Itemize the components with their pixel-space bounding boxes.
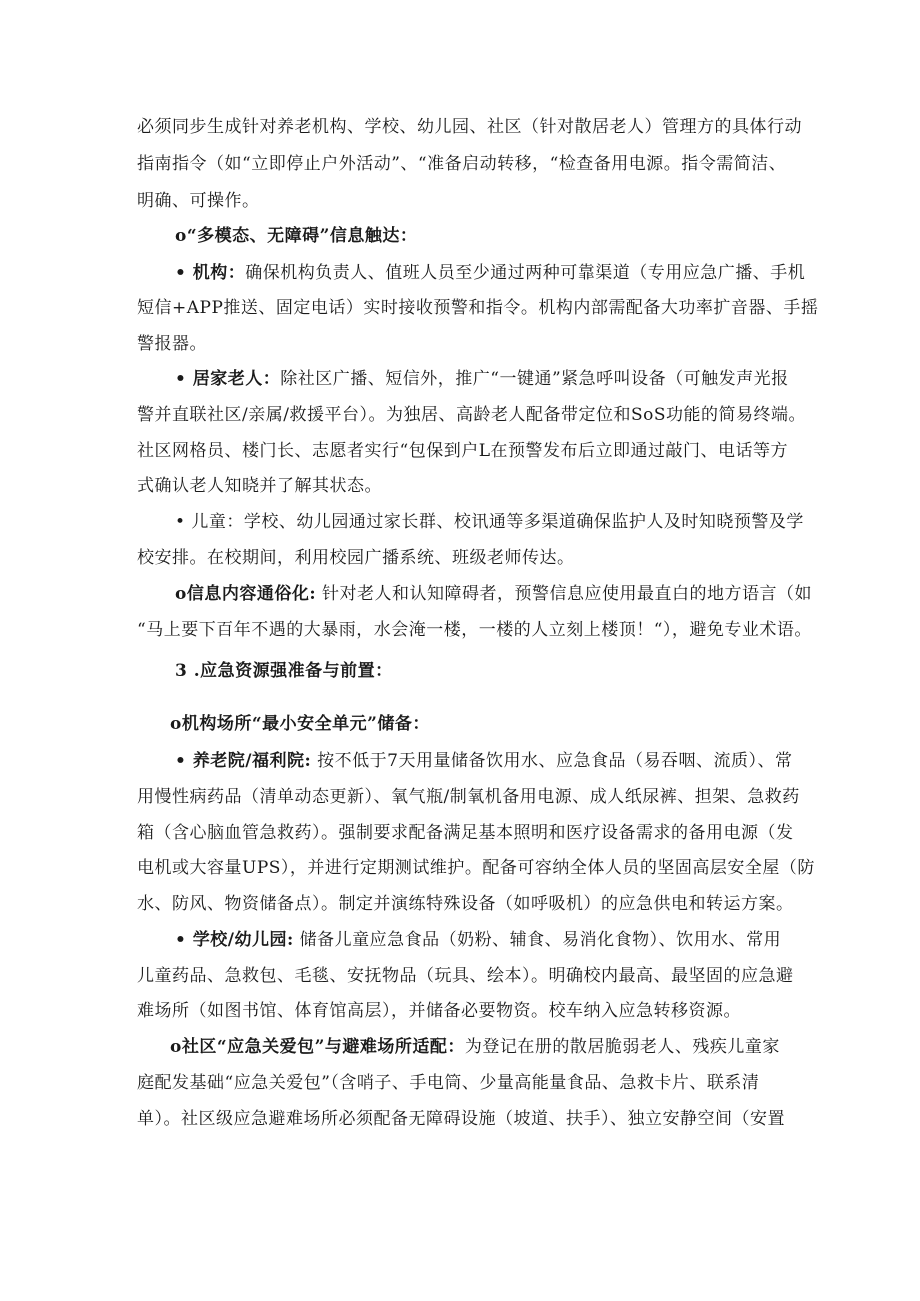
text-line: 警报器。	[137, 334, 207, 354]
text-span: 按不低于7天用量储备饮用水、应急食品（易吞咽、流质）、常	[311, 751, 793, 771]
text-line: 式确认老人知晓并了解其状态。	[137, 476, 382, 496]
section-heading: o“多模态、无障碍”信息触达：	[175, 226, 418, 246]
section-label: o信息内容通俗化:	[175, 584, 317, 604]
section-heading: 3 .应急资源强准备与前置：	[175, 661, 393, 681]
text-line: 指南指令（如“立即停止户外活动”、“准备启动转移，“检查备用电源。指令需简洁、	[137, 154, 787, 174]
section-heading: o机构场所“最小安全单元”储备：	[170, 714, 430, 734]
text-line: “马上要下百年不遇的大暴雨，水会淹一楼，一楼的人立刻上楼顶！“），避免专业术语。	[137, 620, 812, 640]
bullet-label: • 机构：	[175, 263, 246, 283]
text-line: 校安排。在校期间，利用校园广播系统、班级老师传达。	[137, 548, 575, 568]
text-span: 确保机构负责人、值班人员至少通过两种可靠渠道（专用应急广播、手机	[245, 263, 806, 283]
text-span: 为登记在册的散居脆弱老人、残疾儿童家	[464, 1037, 780, 1057]
text-span: 针对老人和认知障碍者，预警信息应使用最直白的地方语言（如	[316, 584, 813, 604]
text-line: 电机或大容量UPS），并进行定期测试维护。配备可容纳全体人员的坚固高层安全屋（防	[137, 858, 815, 878]
text-line: 必须同步生成针对养老机构、学校、幼儿园、社区（针对散居老人）管理方的具体行动	[137, 117, 802, 137]
text-line: 明确、可操作。	[137, 191, 260, 211]
bullet-label: • 居家老人：	[175, 369, 281, 389]
text-line	[175, 368, 835, 390]
text-line: 警并直联社区/亲属/救援平台）。为独居、高龄老人配备带定位和SoS功能的简易终端。	[137, 405, 806, 425]
section-label: o社区“应急关爱包”与避难场所适配：	[170, 1037, 465, 1057]
text-line	[175, 750, 835, 772]
text-line: 水、防风、物资储备点）。制定并演练特殊设备（如呼吸机）的应急供电和转运方案。	[137, 894, 794, 914]
text-line: • 儿童：学校、幼儿园通过家长群、校讯通等多渠道确保监护人及时知晓预警及学	[175, 512, 804, 532]
text-line: 短信+APP推送、固定电话）实时接收预警和指令。机构内部需配备大功率扩音器、手摇	[137, 298, 819, 318]
text-line	[175, 583, 835, 605]
text-span: 储备儿童应急食品（奶粉、辅食、易消化食物）、饮用水、常用	[293, 930, 782, 950]
text-line: 儿童药品、急救包、毛毯、安抚物品（玩具、绘本）。明确校内最高、最坚固的应急避	[137, 966, 794, 986]
bullet-label: • 学校/幼儿园:	[175, 930, 294, 950]
text-line: 箱（含心脑血管急救药）。强制要求配备满足基本照明和医疗设备需求的备用电源（发	[137, 823, 794, 843]
bullet-label: • 养老院/福利院:	[175, 751, 312, 771]
text-line: 单）。社区级应急避难场所必须配备无障碍设施（坡道、扶手）、独立安静空间（安置	[137, 1109, 785, 1129]
text-span: 除社区广播、短信外，推广“一键通”紧急呼叫设备（可触发声光报	[280, 369, 789, 389]
text-line: 用慢性病药品（清单动态更新）、氧气瓶/制氧机备用电源、成人纸尿裤、担架、急救药	[137, 787, 800, 807]
text-line: 庭配发基础“应急关爱包”（含哨子、手电筒、少量高能量食品、急救卡片、联系清	[137, 1073, 760, 1093]
text-line: 社区网格员、楼门长、志愿者实行“包保到户L在预警发布后立即通过敲门、电话等方	[137, 441, 788, 461]
text-line	[175, 929, 835, 951]
text-line: 难场所（如图书馆、体育馆高层），并储备必要物资。校车纳入应急转移资源。	[137, 1001, 741, 1021]
text-line	[175, 262, 835, 284]
text-line	[170, 1036, 830, 1058]
